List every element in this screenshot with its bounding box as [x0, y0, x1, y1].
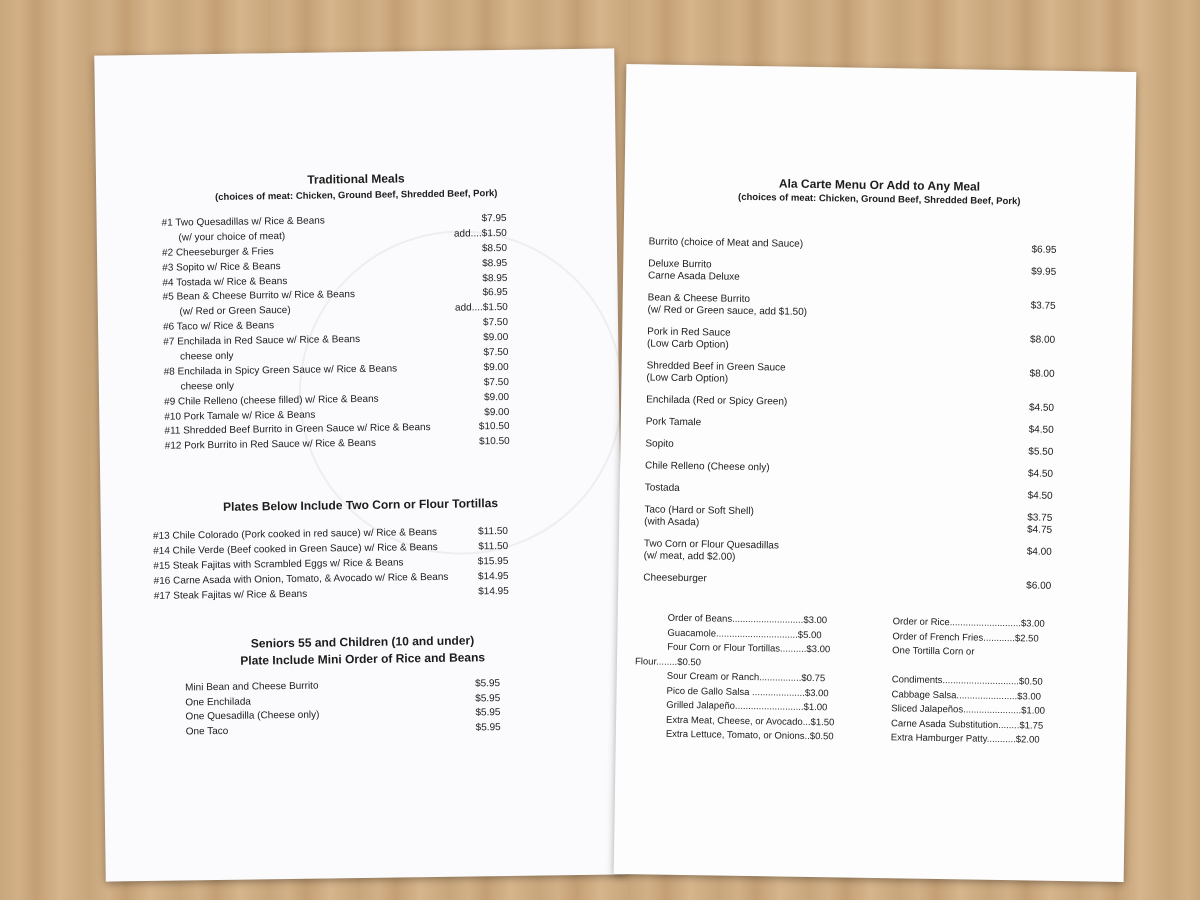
menu-item-name: (w/ your choice of meat)	[161, 230, 286, 244]
ala-carte-item-price	[1031, 298, 1056, 312]
ala-carte-item-name	[648, 258, 740, 283]
extra-item-text: Pico de Gallo Salsa ....................$3.00	[666, 685, 829, 699]
extra-item-text: Extra Meat, Cheese, or Avocado...$1.50	[666, 714, 835, 728]
ala-carte-item-name	[645, 482, 680, 495]
section-subtitle: (choices of meat: Chicken, Ground Beef, Shredded Beef, Pork)	[738, 191, 1021, 208]
menu-item-name: #14 Chile Verde (Beef cooked in Green Sauce) w/ Rice & Beans	[153, 541, 438, 557]
item-line-1: Enchilada (Red or Spicy Green)	[646, 394, 788, 408]
section-subtitle: (choices of meat: Chicken, Ground Beef, Shredded Beef, Pork)	[214, 188, 498, 203]
menu-item-price: $11.50	[478, 540, 509, 553]
menu-item-price: $14.95	[477, 570, 509, 583]
section-title: Traditional Meals	[307, 171, 405, 187]
item-line-1: Burrito (choice of Meat and Sauce)	[648, 236, 804, 250]
extra-item-text: One Tortilla Corn or	[892, 645, 975, 658]
ala-carte-item-name	[644, 538, 779, 564]
extra-item-text: Order of French Fries............$2.50	[892, 630, 1039, 645]
price-1: $4.50	[1027, 468, 1054, 480]
item-line-1: Pork in Red Sauce	[647, 326, 731, 339]
menu-item-name: #13 Chile Colorado (Pork cooked in red sauce) w/ Rice & Beans	[152, 526, 438, 542]
menu-item-name: cheese only	[163, 380, 235, 393]
ala-carte-item-price	[1026, 578, 1051, 592]
extra-item-text: Extra Lettuce, Tomato, or Onions..$0.50	[665, 728, 834, 743]
ala-carte-item-name	[645, 438, 674, 450]
ala-carte-item-price	[1028, 466, 1053, 480]
menu-item-price: add....$1.50	[453, 227, 507, 240]
item-line-1: Two Corn or Flour Quesadillas	[643, 538, 779, 552]
ala-carte-item-price	[1029, 400, 1054, 414]
extra-item-text: Extra Hamburger Patty...........$2.00	[890, 732, 1040, 746]
traditional-meals-list	[162, 213, 510, 456]
menu-item-price: $5.95	[475, 707, 501, 719]
menu-item-price: $8.95	[482, 272, 508, 284]
menu-item-name: Mini Bean and Cheese Burrito	[185, 680, 319, 694]
menu-item-name: #4 Tostada w/ Rice & Beans	[162, 275, 288, 289]
menu-item-price: $15.95	[477, 555, 509, 568]
item-line-1: Pork Tamale	[645, 416, 702, 429]
section-title: Ala Carte Menu Or Add to Any Meal	[778, 176, 981, 194]
menu-item-name: (w/ Red or Green Sauce)	[162, 305, 291, 319]
price-1: $4.50	[1027, 490, 1053, 502]
menu-item-name: #3 Sopito w/ Rice & Beans	[162, 260, 281, 274]
item-line-2: (Low Carb Option)	[646, 338, 729, 351]
menu-item-name: #2 Cheeseburger & Fries	[161, 245, 274, 259]
menu-item-price: $7.50	[482, 317, 509, 329]
menu-item-name: #15 Steak Fajitas with Scrambled Eggs w/ Rice & Beans	[153, 557, 404, 572]
seniors-list	[185, 678, 501, 740]
ala-carte-item-price	[1029, 366, 1054, 380]
price-1: $4.50	[1028, 424, 1054, 436]
extra-item	[666, 729, 886, 747]
menu-item-name: #5 Bean & Cheese Burrito w/ Rice & Beans	[162, 289, 356, 304]
menu-item-name: #10 Pork Tamale w/ Rice & Beans	[164, 409, 316, 423]
extras-overflow-line: Flour........$0.50	[634, 656, 702, 669]
menu-item-price: $8.50	[481, 242, 508, 255]
extras-left-column	[666, 613, 888, 747]
price-1: $3.75	[1027, 512, 1053, 524]
menu-item-price: add....$1.50	[454, 302, 508, 315]
ala-carte-item-name	[647, 326, 731, 351]
ala-carte-item-name	[643, 572, 707, 585]
price-1: $5.50	[1028, 446, 1054, 458]
menu-item-name: cheese only	[163, 350, 234, 363]
price-1: $4.00	[1026, 546, 1052, 558]
price-1: $6.95	[1031, 244, 1057, 256]
ala-carte-item-name	[646, 360, 785, 386]
menu-item-price: $5.95	[474, 678, 501, 690]
section-title: Plates Below Include Two Corn or Flour Tortillas	[223, 496, 499, 514]
extra-item-text: Sour Cream or Ranch................$0.75	[666, 670, 826, 685]
price-1: $6.00	[1026, 580, 1052, 592]
ala-carte-item-name	[647, 292, 807, 319]
extra-item	[891, 732, 1061, 749]
item-line-1: Cheeseburger	[643, 572, 707, 585]
item-line-2: (with Asada)	[644, 516, 700, 529]
section-title: Plate Include Mini Order of Rice and Beans	[240, 650, 486, 668]
extra-item-text: Grilled Jalapeño..........................$1.00	[666, 699, 828, 714]
extra-item-text: Guacamole...............................$5.00	[667, 627, 822, 641]
menu-item-price: $8.95	[482, 257, 508, 269]
ala-carte-item-name	[646, 394, 787, 408]
menu-item-price: $7.50	[483, 376, 509, 389]
menu-item-name: One Quesadilla (Cheese only)	[185, 709, 320, 723]
ala-carte-item-price	[1028, 444, 1053, 458]
traditional-meals-header	[96, 168, 616, 204]
ala-carte-item-price	[1029, 422, 1054, 436]
menu-item-price: $7.95	[481, 212, 507, 225]
menu-item-name: One Enchilada	[185, 696, 251, 708]
menu-item-name: #11 Shredded Beef Burrito in Green Sauce w/ Rice & Beans	[164, 422, 431, 438]
ala-carte-item-name	[646, 416, 702, 429]
ala-carte-list	[643, 236, 1057, 600]
menu-item-price: $11.50	[478, 525, 509, 538]
item-line-1: Deluxe Burrito	[648, 258, 712, 271]
seniors-header	[102, 631, 622, 669]
ala-carte-item-price	[1031, 242, 1056, 256]
extra-item-text: Carne Asada Substitution........$1.75	[890, 717, 1044, 732]
item-line-1: Bean & Cheese Burrito	[647, 292, 751, 306]
menu-item-price: $9.00	[483, 391, 510, 403]
menu-item-price: $14.95	[478, 585, 509, 598]
extra-item-text: Order of Beans...........................$3.00	[667, 612, 828, 627]
menu-item-name: #6 Taco w/ Rice & Beans	[162, 320, 275, 333]
item-line-2: (Low Carb Option)	[646, 372, 729, 385]
menu-item-price: $6.95	[482, 287, 508, 299]
ala-carte-item-name	[644, 504, 754, 530]
ala-carte-item-price	[1027, 544, 1052, 558]
item-line-1: Taco (Hard or Soft Shell)	[644, 504, 754, 518]
extra-item-text: Cabbage Salsa.......................$3.00	[891, 688, 1042, 703]
menu-item-row	[186, 722, 501, 741]
item-line-2: Carne Asada Deluxe	[647, 270, 740, 283]
extra-item	[892, 645, 1062, 662]
section-title: Seniors 55 and Children (10 and under)	[250, 633, 475, 651]
ala-carte-item-price	[1027, 510, 1052, 536]
menu-item-price: $9.00	[483, 332, 509, 344]
ala-carte-item-price	[1028, 488, 1053, 502]
menu-item-price: $5.95	[475, 692, 501, 704]
ala-carte-item-price	[1030, 332, 1055, 346]
menu-item-price: $7.50	[483, 346, 509, 359]
menu-item-price: $9.00	[484, 406, 510, 418]
extras-right-column	[891, 616, 1063, 749]
menu-item-name: #1 Two Quesadillas w/ Rice & Beans	[161, 215, 325, 229]
price-1: $8.00	[1029, 368, 1055, 380]
item-line-1: Tostada	[644, 482, 680, 494]
price-1: $8.00	[1029, 334, 1056, 346]
item-line-1: Shredded Beef in Green Sauce	[646, 360, 786, 374]
menu-page-left	[94, 48, 625, 881]
menu-item-price: $5.95	[475, 721, 501, 733]
menu-item-name: #16 Carne Asada with Onion, Tomato, & Avocado w/ Rice & Beans	[153, 571, 449, 587]
menu-page-right	[614, 64, 1137, 882]
ala-carte-item-price	[1031, 264, 1056, 278]
plates-list	[153, 526, 509, 606]
extra-item-text: Sliced Jalapeños......................$1.00	[891, 703, 1046, 717]
item-line-2: (w/ Red or Green sauce, add $1.50)	[647, 304, 808, 318]
ala-carte-item-name	[645, 460, 770, 474]
item-line-2: (w/ meat, add $2.00)	[643, 550, 736, 563]
menu-item-price: $10.50	[478, 421, 510, 433]
menu-item-name: #8 Enchilada in Spicy Green Sauce w/ Rice & Beans	[163, 363, 398, 378]
extra-item-text: Four Corn or Flour Tortillas..........$3.00	[667, 641, 831, 656]
price-2: $4.75	[1027, 524, 1053, 536]
menu-item-name: One Taco	[185, 725, 229, 737]
extra-item-text: Condiments.............................$0.50	[891, 674, 1043, 688]
item-line-1: Sopito	[645, 438, 674, 450]
menu-item-price: $10.50	[479, 436, 510, 448]
menu-item-name: #7 Enchilada in Red Sauce w/ Rice & Beans	[163, 334, 361, 348]
ala-carte-item-name	[648, 236, 803, 250]
ala-carte-header	[624, 174, 1134, 209]
menu-item-price: $9.00	[483, 361, 509, 374]
menu-item-name: #17 Steak Fajitas w/ Rice & Beans	[153, 588, 308, 602]
price-1: $3.75	[1030, 300, 1056, 312]
price-1: $4.50	[1028, 402, 1055, 414]
item-line-1: Chile Relleno (Cheese only)	[644, 460, 770, 474]
price-1: $9.95	[1031, 266, 1057, 278]
extra-item-text: Order or Rice...........................$3.00	[892, 616, 1045, 630]
menu-item-name: #9 Chile Relleno (cheese filled) w/ Rice & Beans	[164, 393, 379, 408]
menu-item-name: #12 Pork Burrito in Red Sauce w/ Rice & Beans	[164, 438, 376, 453]
